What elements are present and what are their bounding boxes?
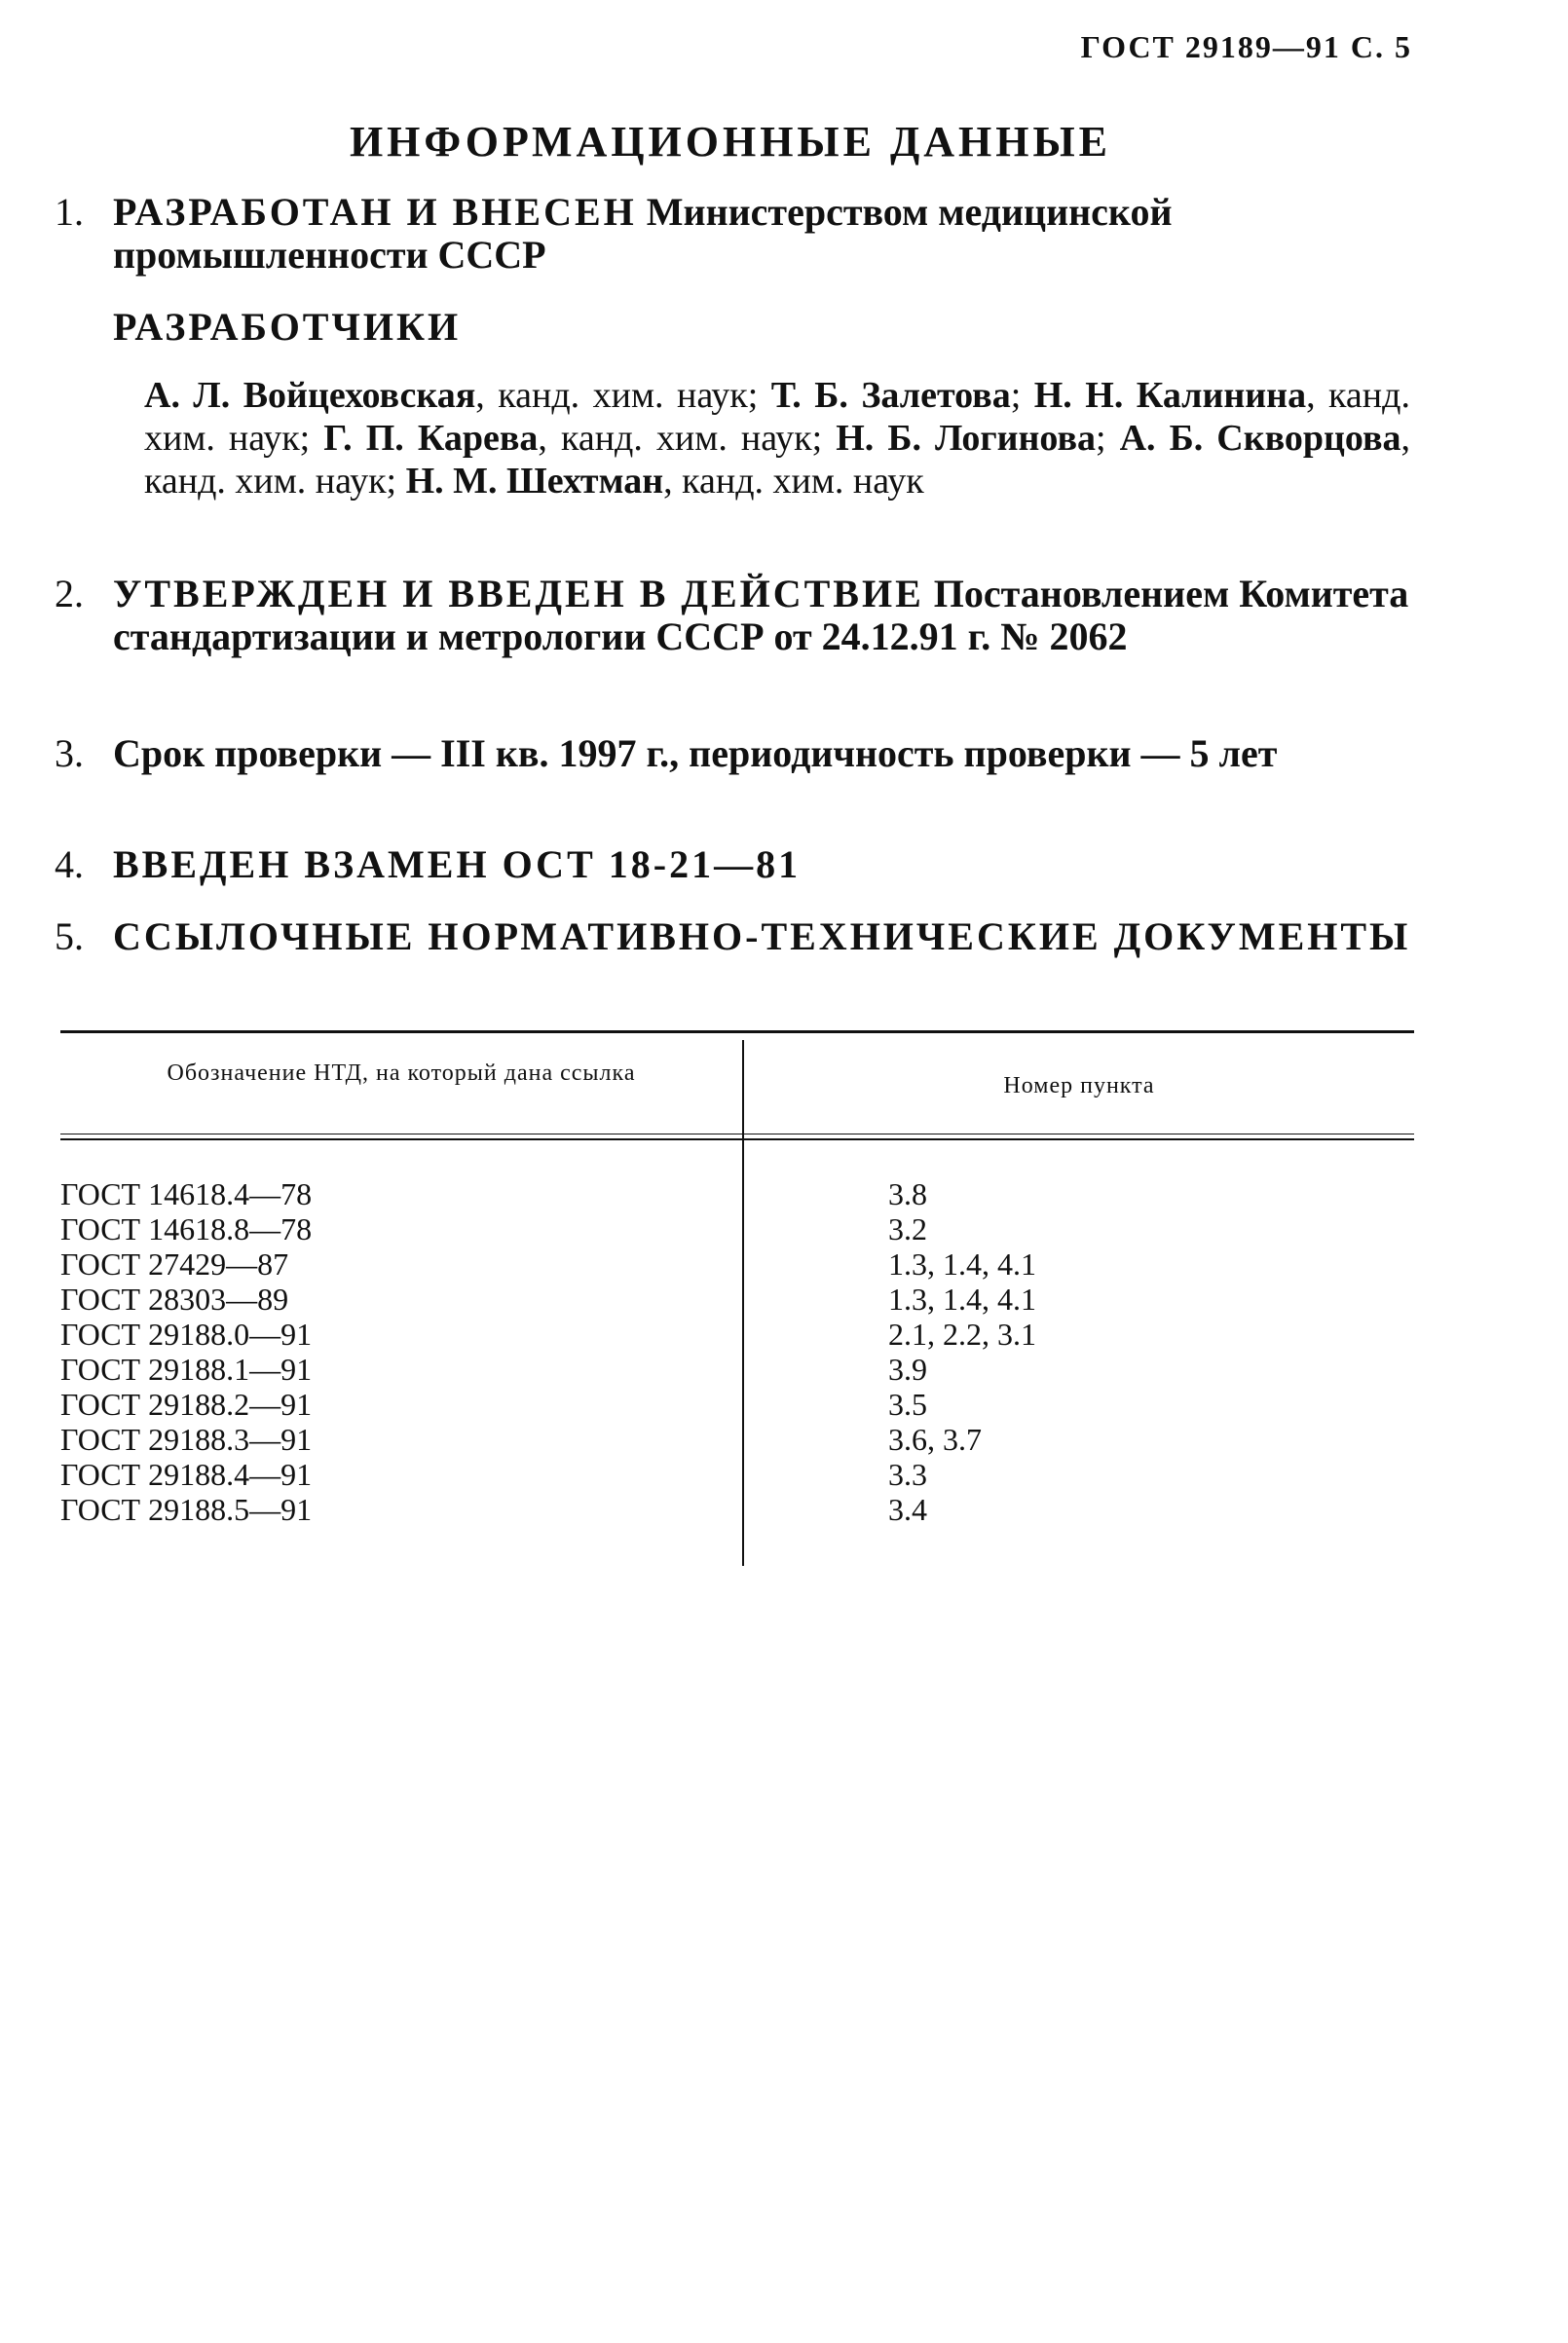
table-row [60, 1176, 1414, 1211]
item-text: Постановлением Комитета стандартизации и метрологии СССР от 24.12.91 г. № 2062 [113, 572, 1409, 658]
table-row [60, 1422, 1414, 1457]
table-row [60, 1282, 1414, 1317]
cell-point: 3.9 [888, 1352, 927, 1387]
cell-document: ГОСТ 27429—87 [60, 1246, 289, 1282]
item-caps-label: РАЗРАБОТАН И ВНЕСЕН [113, 190, 637, 234]
developer-degree: , канд. хим. наук [663, 461, 924, 502]
table-body [60, 1176, 1414, 1527]
item-replaces [55, 843, 1418, 886]
cell-point: 1.3, 1.4, 4.1 [888, 1246, 1036, 1282]
cell-point: 1.3, 1.4, 4.1 [888, 1282, 1036, 1317]
cell-document: ГОСТ 14618.8—78 [60, 1211, 313, 1246]
item-number: 2. [55, 572, 84, 615]
document-title: ИНФОРМАЦИОННЫЕ ДАННЫЕ [349, 118, 1112, 166]
cell-point: 3.4 [888, 1492, 927, 1527]
item-review-period [55, 732, 1418, 775]
developer-degree: ; [1010, 375, 1034, 416]
item-text: Срок проверки — III кв. 1997 г., периодичность проверки — 5 лет [113, 731, 1278, 775]
developer-degree: , канд. хим. наук; [144, 375, 1410, 459]
item-number: 4. [55, 842, 84, 886]
developer-name: Н. Б. Логинова [836, 418, 1096, 459]
cell-document: ГОСТ 29188.2—91 [60, 1387, 313, 1422]
cell-document: ГОСТ 28303—89 [60, 1282, 289, 1317]
cell-point: 3.2 [888, 1211, 927, 1246]
table-row [60, 1387, 1414, 1422]
table-row [60, 1317, 1414, 1352]
item-caps-label: ССЫЛОЧНЫЕ НОРМАТИВНО-ТЕХНИЧЕСКИЕ ДОКУМЕНТЫ [113, 914, 1411, 958]
item-number: 1. [55, 190, 84, 234]
table-header-rule [60, 1134, 1414, 1140]
cell-document: ГОСТ 29188.5—91 [60, 1492, 313, 1527]
table-row [60, 1211, 1414, 1246]
cell-point: 3.3 [888, 1457, 927, 1492]
developer-name: Г. П. Карева [323, 418, 539, 459]
reference-table [60, 1030, 1414, 1576]
cell-document: ГОСТ 29188.0—91 [60, 1317, 313, 1352]
cell-document: ГОСТ 14618.4—78 [60, 1176, 313, 1211]
table-row [60, 1352, 1414, 1387]
developer-name: Н. М. Шехтман [405, 461, 664, 502]
table-top-rule [60, 1030, 1414, 1033]
page-header: ГОСТ 29189—91 С. 5 [1080, 29, 1412, 64]
developers-list [144, 374, 1410, 502]
developer-name: А. Л. Войцеховская [144, 375, 476, 416]
item-number: 3. [55, 731, 84, 775]
table-header-point: Номер пункта [1003, 1073, 1155, 1098]
cell-point: 3.5 [888, 1387, 927, 1422]
developer-name: Н. Н. Калинина [1033, 375, 1307, 416]
table-row [60, 1492, 1414, 1527]
developers-heading: РАЗРАБОТЧИКИ [113, 305, 462, 349]
item-caps-label: УТВЕРЖДЕН И ВВЕДЕН В ДЕЙСТВИЕ [113, 572, 924, 615]
item-developed-by [55, 191, 1418, 277]
table-row [60, 1246, 1414, 1282]
developer-degree: , канд. хим. наук; [538, 418, 837, 459]
item-caps-label: ВВЕДЕН ВЗАМЕН ОСТ 18-21—81 [113, 842, 802, 886]
developer-degree: , канд. хим. наук; [144, 418, 1410, 502]
table-row [60, 1457, 1414, 1492]
cell-point: 3.6, 3.7 [888, 1422, 982, 1457]
cell-document: ГОСТ 29188.4—91 [60, 1457, 313, 1492]
developer-name: Т. Б. Залетова [770, 375, 1011, 416]
cell-point: 2.1, 2.2, 3.1 [888, 1317, 1036, 1352]
item-number: 5. [55, 914, 84, 958]
item-reference-docs [55, 915, 1418, 958]
developer-degree: , канд. хим. наук; [475, 375, 771, 416]
item-text: Министерством медицинской промышленности СССР [113, 190, 1173, 277]
cell-document: ГОСТ 29188.1—91 [60, 1352, 313, 1387]
item-approved [55, 573, 1418, 658]
cell-document: ГОСТ 29188.3—91 [60, 1422, 313, 1457]
cell-point: 3.8 [888, 1176, 927, 1211]
table-header-document: Обозначение НТД, на который дана ссылка [167, 1060, 636, 1086]
developer-degree: ; [1096, 418, 1120, 459]
developer-name: А. Б. Скворцова [1119, 418, 1401, 459]
